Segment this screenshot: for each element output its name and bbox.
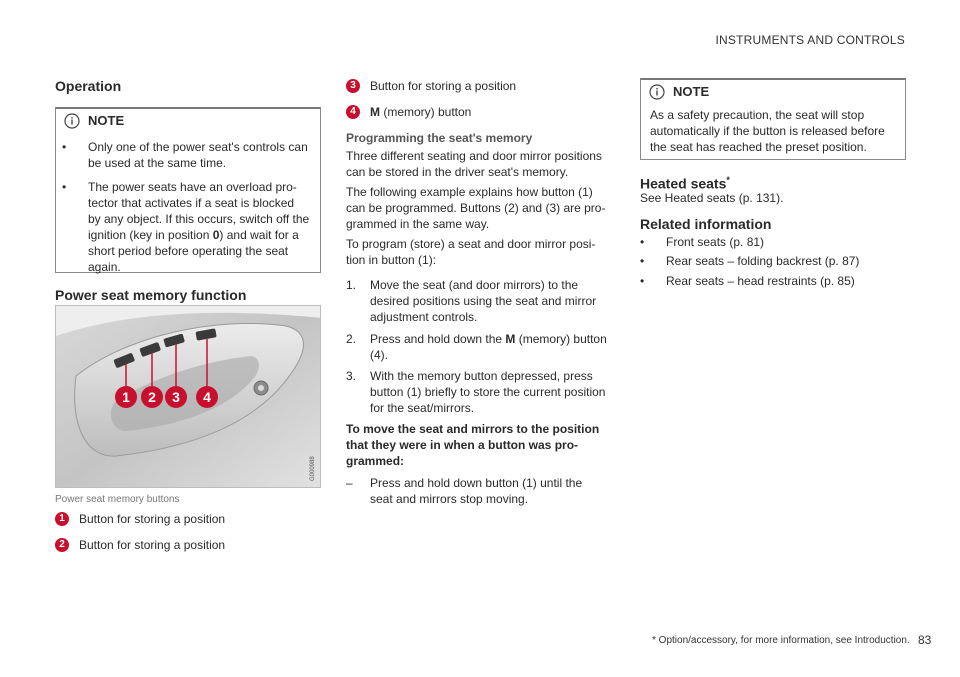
memory-function-heading: Power seat memory function (55, 287, 247, 303)
figure-id: G000988 (310, 456, 316, 481)
callout-badge: 4 (346, 105, 360, 119)
note-text: As a safety precaution, the seat will stop automatically if the button is released before the seat has reached the preset position. (650, 108, 885, 154)
info-icon (64, 113, 80, 129)
callout-badge: 3 (346, 79, 360, 93)
callout-4 (196, 386, 218, 408)
key-position: 0 (212, 228, 220, 242)
move-heading: To move the seat and mirrors to the position that they were in when a button was pro- grammed: (346, 422, 600, 468)
note-title: NOTE (673, 84, 710, 99)
note-box: NOTE • Only one of the power seat's controls can be used at the same time. • The power seats have an overload pro- tector that activates if a seat is blocked by any object. If this occurs, switch off the ignition (key in position 0) and wait for a short period before operating the seat again. (55, 107, 321, 273)
heated-seats-ref[interactable]: See Heated seats (p. 131). (640, 191, 784, 205)
svg-text:2: 2 (148, 389, 156, 405)
related-info-heading: Related information (640, 216, 772, 232)
footer-note: * Option/accessory, for more information, see Introduction. (652, 635, 910, 646)
callout-1 (115, 386, 137, 408)
svg-text:4: 4 (203, 389, 211, 405)
info-icon (649, 84, 665, 100)
callout-badge: 2 (55, 538, 69, 552)
callout-3 (165, 386, 187, 408)
note-title: NOTE (88, 113, 125, 128)
programming-heading: Programming the seat's memory (346, 131, 533, 145)
running-header: INSTRUMENTS AND CONTROLS (715, 33, 905, 47)
callout-2 (141, 386, 163, 408)
paragraph: To program (store) a seat and door mirror posi- tion in button (1): (346, 237, 596, 267)
paragraph: The following example explains how button (1) can be programmed. Buttons (2) and (3) are pro- grammed in the same way. (346, 185, 606, 231)
heated-seats-heading: Heated seats* (640, 175, 730, 192)
seat-memory-figure (55, 305, 321, 488)
note-box-safety (640, 78, 906, 160)
seat-panel-illustration (56, 306, 321, 488)
operation-heading: Operation (55, 78, 122, 94)
figure-caption: Power seat memory buttons (55, 494, 180, 505)
paragraph: Three different seating and door mirror positions can be stored in the driver seat's memory. (346, 149, 602, 179)
callout-badge: 1 (55, 512, 69, 526)
svg-text:1: 1 (122, 389, 130, 405)
svg-text:3: 3 (172, 389, 180, 405)
page-number: 83 (918, 633, 932, 647)
note-bullet-text: The power seats have an overload pro- tector that activates if a seat is blocked by any object. If this occurs, switch off the ignition (key in position 0) and wait for a short period before operating the seat again. (88, 180, 310, 274)
note-bullet-text: Only one of the power seat's controls can be used at the same time. (88, 140, 308, 170)
